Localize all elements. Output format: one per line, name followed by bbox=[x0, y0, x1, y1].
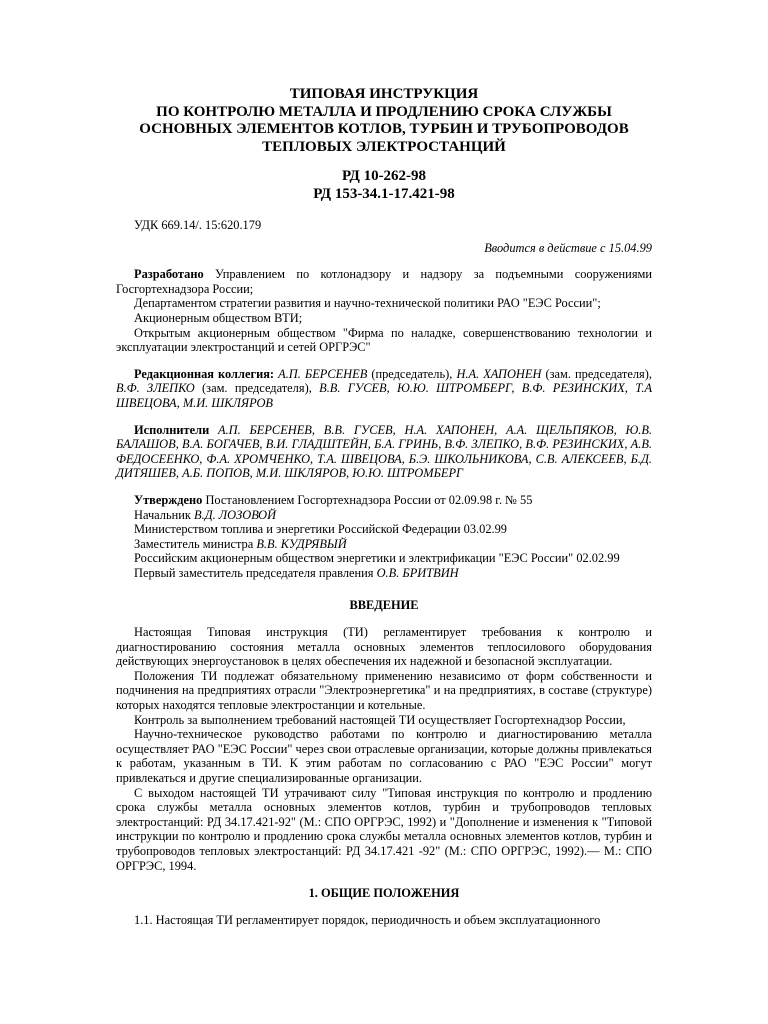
document-page bbox=[116, 86, 652, 927]
approved-position: Первый заместитель председателя правления bbox=[134, 565, 374, 580]
developed-line: Открытым акционерным обществом "Фирма по наладке, совершенствованию технологии и эксплуатации электростанций и сетей ОРГРЭС" bbox=[116, 325, 652, 355]
editorial-board-block bbox=[116, 367, 652, 411]
approved-position: Заместитель министра bbox=[134, 536, 254, 551]
approved-position: Начальник bbox=[134, 507, 191, 522]
approved-text: Министерством топлива и энергетики Российской Федерации 03.02.99 bbox=[134, 522, 508, 537]
approved-signatory: О.В. БРИТВИН bbox=[376, 565, 459, 580]
board-members: В.В. ГУСЕВ, Ю.Ю. ШТРОМБЕРГ, В.Ф. РЕЗИНСКИХ, Т.А ШВЕЦОВА, М.И. ШКЛЯРОВ bbox=[116, 381, 653, 410]
intro-text bbox=[116, 625, 652, 873]
document-code: РД 10-262-98 bbox=[341, 168, 427, 184]
developed-label: Разработано bbox=[134, 267, 204, 282]
board-label: Редакционная коллегия: bbox=[134, 366, 275, 381]
board-chair-role: (председатель), bbox=[371, 366, 453, 381]
intro-paragraph: С выходом настоящей ТИ утрачивают силу "Типовая инструкция по контролю и продлению срока службы металла основных элементов котлов, турбин и трубопроводов тепловых электростанций: РД 34.17.421-92" (М.: СПО ОРГРЭС, 1992) и "Дополнение и изменения к "Типовой инструкции по контролю и продлению срока службы металла основных элементов котлов, турбин и трубопроводов тепловых электростанций: РД 34.17.421 -92" (М.: СПО ОРГРЭС, 1992).— М.: СПО ОРГРЭС, 1994. bbox=[116, 785, 652, 873]
developed-text: Управлением по котлонадзору и надзору за подъемными сооружениями Госгортехнадзора России; bbox=[116, 267, 652, 296]
title-line: ТЕПЛОВЫХ ЭЛЕКТРОСТАНЦИЙ bbox=[262, 138, 506, 155]
udk-code: УДК 669.14/. 15:620.179 bbox=[134, 218, 262, 232]
intro-heading: ВВЕДЕНИЕ bbox=[349, 598, 419, 613]
board-deputy: В.Ф. ЗЛЕПКО bbox=[116, 381, 195, 396]
approved-signatory: В.В. КУДРЯВЫЙ bbox=[256, 536, 347, 551]
intro-paragraph: Научно-техническое руководство работами по контролю и диагностированию металла осуществляет РАО "ЕЭС России" через свои отраслевые организации, которые должны привлекаться к работам, указанным в ТИ. К этим работам по согласованию с РАО "ЕЭС России" могут привлекаться и другие специализированные организации. bbox=[116, 727, 652, 785]
approved-text: Постановлением Госгортехнадзора России от 02.09.98 г. № 55 bbox=[205, 492, 533, 507]
intro-paragraph: Контроль за выполнением требований настоящей ТИ осуществляет Госгортехнадзор России, bbox=[134, 712, 626, 727]
title-line: ПО КОНТРОЛЮ МЕТАЛЛА И ПРОДЛЕНИЮ СРОКА СЛУЖБЫ bbox=[156, 103, 612, 120]
executors-label: Исполнители bbox=[134, 422, 210, 437]
developed-line: Департаментом стратегии развития и научно-технической политики РАО "ЕЭС России"; bbox=[134, 296, 601, 311]
title-line: ТИПОВАЯ ИНСТРУКЦИЯ bbox=[289, 86, 479, 102]
executors-block bbox=[116, 423, 652, 481]
developed-by-block bbox=[116, 267, 652, 355]
board-deputy-role: (зам. председателя), bbox=[202, 381, 312, 396]
executors-names: А.П. БЕРСЕНЕВ, В.В. ГУСЕВ, Н.А. ХАПОНЕН, А.А. ЩЕЛЬПЯКОВ, Ю.В. БАЛАШОВ, В.А. БОГАЧЕВ, В.И. ГЛАДШТЕЙН, Б.А. ГРИНЬ, В.Ф. ЗЛЕПКО, В.Ф. РЕЗИНСКИХ, А.В. ФЕДОСЕЕНКО, Ф.А. ХРОМЧЕНКО, Т.А. ШВЕЦОВА, Б.Э. ШКОЛЬНИКОВА, С.В. АЛЕКСЕЕВ, Б.Д. ДИТЯШЕВ, А.Б. ПОПОВ, М.И. ШКЛЯРОВ, Ю.Ю. ШТРОМБЕРГ bbox=[116, 422, 652, 481]
effective-date: Вводится в действие с 15.04.99 bbox=[484, 240, 652, 255]
intro-paragraph: Положения ТИ подлежат обязательному применению независимо от форм собственности и подчинения на предприятиях отрасли "Электроэнергетика" и на предприятиях, в составе (структуре) которых находятся тепловые электростанции и котельные. bbox=[116, 668, 652, 713]
section-1-paragraph: 1.1. Настоящая ТИ регламентирует порядок, периодичность и объем эксплуатационного bbox=[134, 912, 601, 927]
section-1-heading: 1. ОБЩИЕ ПОЛОЖЕНИЯ bbox=[308, 886, 460, 901]
document-title bbox=[116, 86, 652, 156]
document-code: РД 153-34.1-17.421-98 bbox=[313, 185, 455, 202]
board-deputy: Н.А. ХАПОНЕН bbox=[456, 366, 542, 381]
approved-label: Утверждено bbox=[134, 492, 203, 507]
intro-paragraph: Настоящая Типовая инструкция (ТИ) регламентирует требования к контролю и диагностированию состояния металла основных элементов теплосилового оборудования действующих энергоустановок в целях обеспечения их надежной и безопасной эксплуатации. bbox=[116, 625, 652, 669]
title-line: ОСНОВНЫХ ЭЛЕМЕНТОВ КОТЛОВ, ТУРБИН И ТРУБОПРОВОДОВ bbox=[139, 121, 629, 137]
board-deputy-role: (зам. председателя), bbox=[545, 366, 652, 381]
developed-line bbox=[116, 267, 652, 296]
developed-line: Акционерным обществом ВТИ; bbox=[134, 310, 303, 325]
board-chair: А.П. БЕРСЕНЕВ bbox=[278, 366, 368, 381]
approved-signatory: В.Д. ЛОЗОВОЙ bbox=[194, 507, 277, 522]
approved-block bbox=[116, 493, 652, 581]
approved-text: Российским акционерным обществом энергетики и электрификации "ЕЭС России" 02.02.99 bbox=[134, 551, 620, 566]
document-codes bbox=[116, 168, 652, 203]
